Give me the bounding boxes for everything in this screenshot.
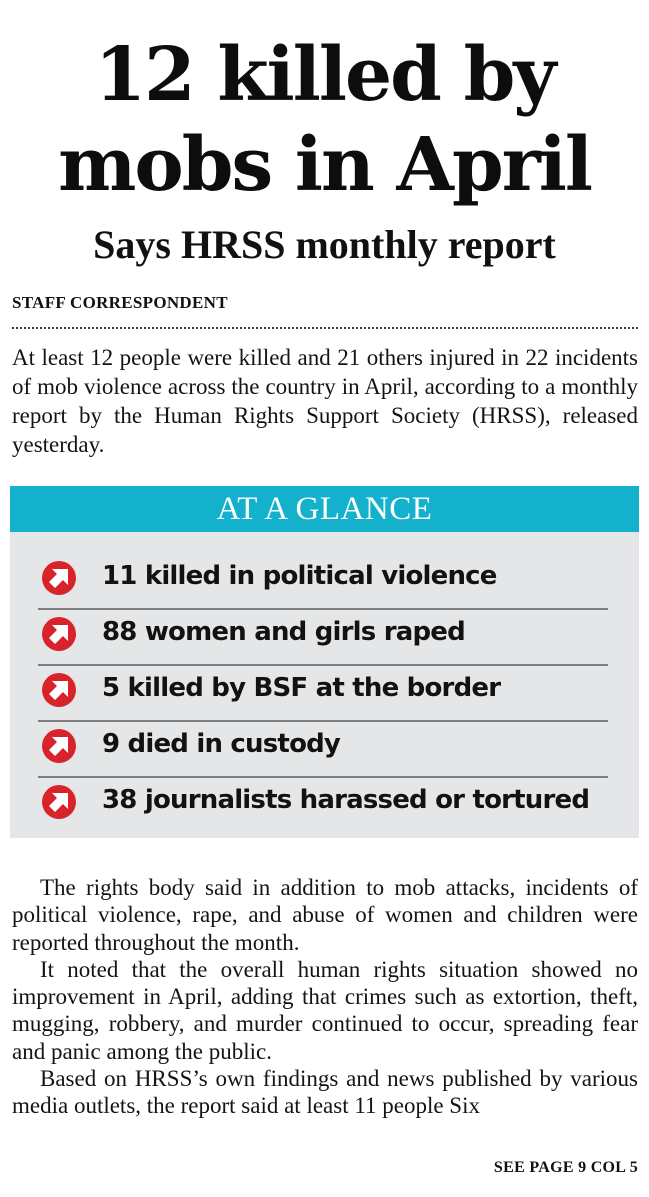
glance-item-text: 5 killed by BSF at the border bbox=[102, 673, 501, 703]
red-arrow-up-right-icon bbox=[42, 673, 76, 707]
headline bbox=[0, 30, 649, 210]
lead-paragraph: At least 12 people were killed and 21 others injured in 22 incidents of mob violence across the country in April, according to a monthly report by the Human Rights Support Society (HRSS), released yesterday. bbox=[12, 345, 638, 457]
byline: STAFF CORRESPONDENT bbox=[12, 293, 228, 312]
glance-item bbox=[38, 778, 608, 832]
red-arrow-up-right-icon bbox=[42, 785, 76, 819]
body-paragraph: Based on HRSS’s own findings and news published by various media outlets, the report said at least 11 people Six bbox=[12, 1066, 638, 1119]
continuation-ref: SEE PAGE 9 COL 5 bbox=[493, 1159, 638, 1176]
red-arrow-up-right-icon bbox=[42, 617, 76, 651]
glance-item-text: 9 died in custody bbox=[102, 729, 341, 759]
body-paragraph: It noted that the overall human rights situation showed no improvement in April, adding that crimes such as extortion, theft, mugging, robbery, and murder continued to occur, spreading fear and panic among the public. bbox=[12, 956, 638, 1064]
at-a-glance-title: AT A GLANCE bbox=[216, 490, 433, 527]
glance-item-text: 38 journalists harassed or tortured bbox=[102, 785, 590, 815]
subheadline: Says HRSS monthly report bbox=[93, 222, 556, 267]
glance-item-text: 88 women and girls raped bbox=[102, 617, 465, 647]
headline-line-1: 12 killed by bbox=[94, 32, 555, 118]
red-arrow-up-right-icon bbox=[42, 729, 76, 763]
body-paragraph: The rights body said in addition to mob attacks, incidents of political violence, rape, and abuse of women and children were reported throughout the month. bbox=[12, 875, 638, 955]
at-a-glance-list bbox=[10, 554, 639, 832]
glance-item bbox=[38, 666, 608, 722]
article-body bbox=[12, 874, 638, 1120]
glance-item bbox=[38, 610, 608, 666]
at-a-glance-box bbox=[10, 486, 639, 838]
headline-line-2: mobs in April bbox=[58, 122, 591, 208]
at-a-glance-header bbox=[10, 486, 639, 532]
dotted-divider bbox=[12, 327, 638, 329]
glance-item bbox=[38, 554, 608, 610]
glance-item bbox=[38, 722, 608, 778]
glance-item-text: 11 killed in political violence bbox=[102, 561, 497, 591]
red-arrow-up-right-icon bbox=[42, 561, 76, 595]
